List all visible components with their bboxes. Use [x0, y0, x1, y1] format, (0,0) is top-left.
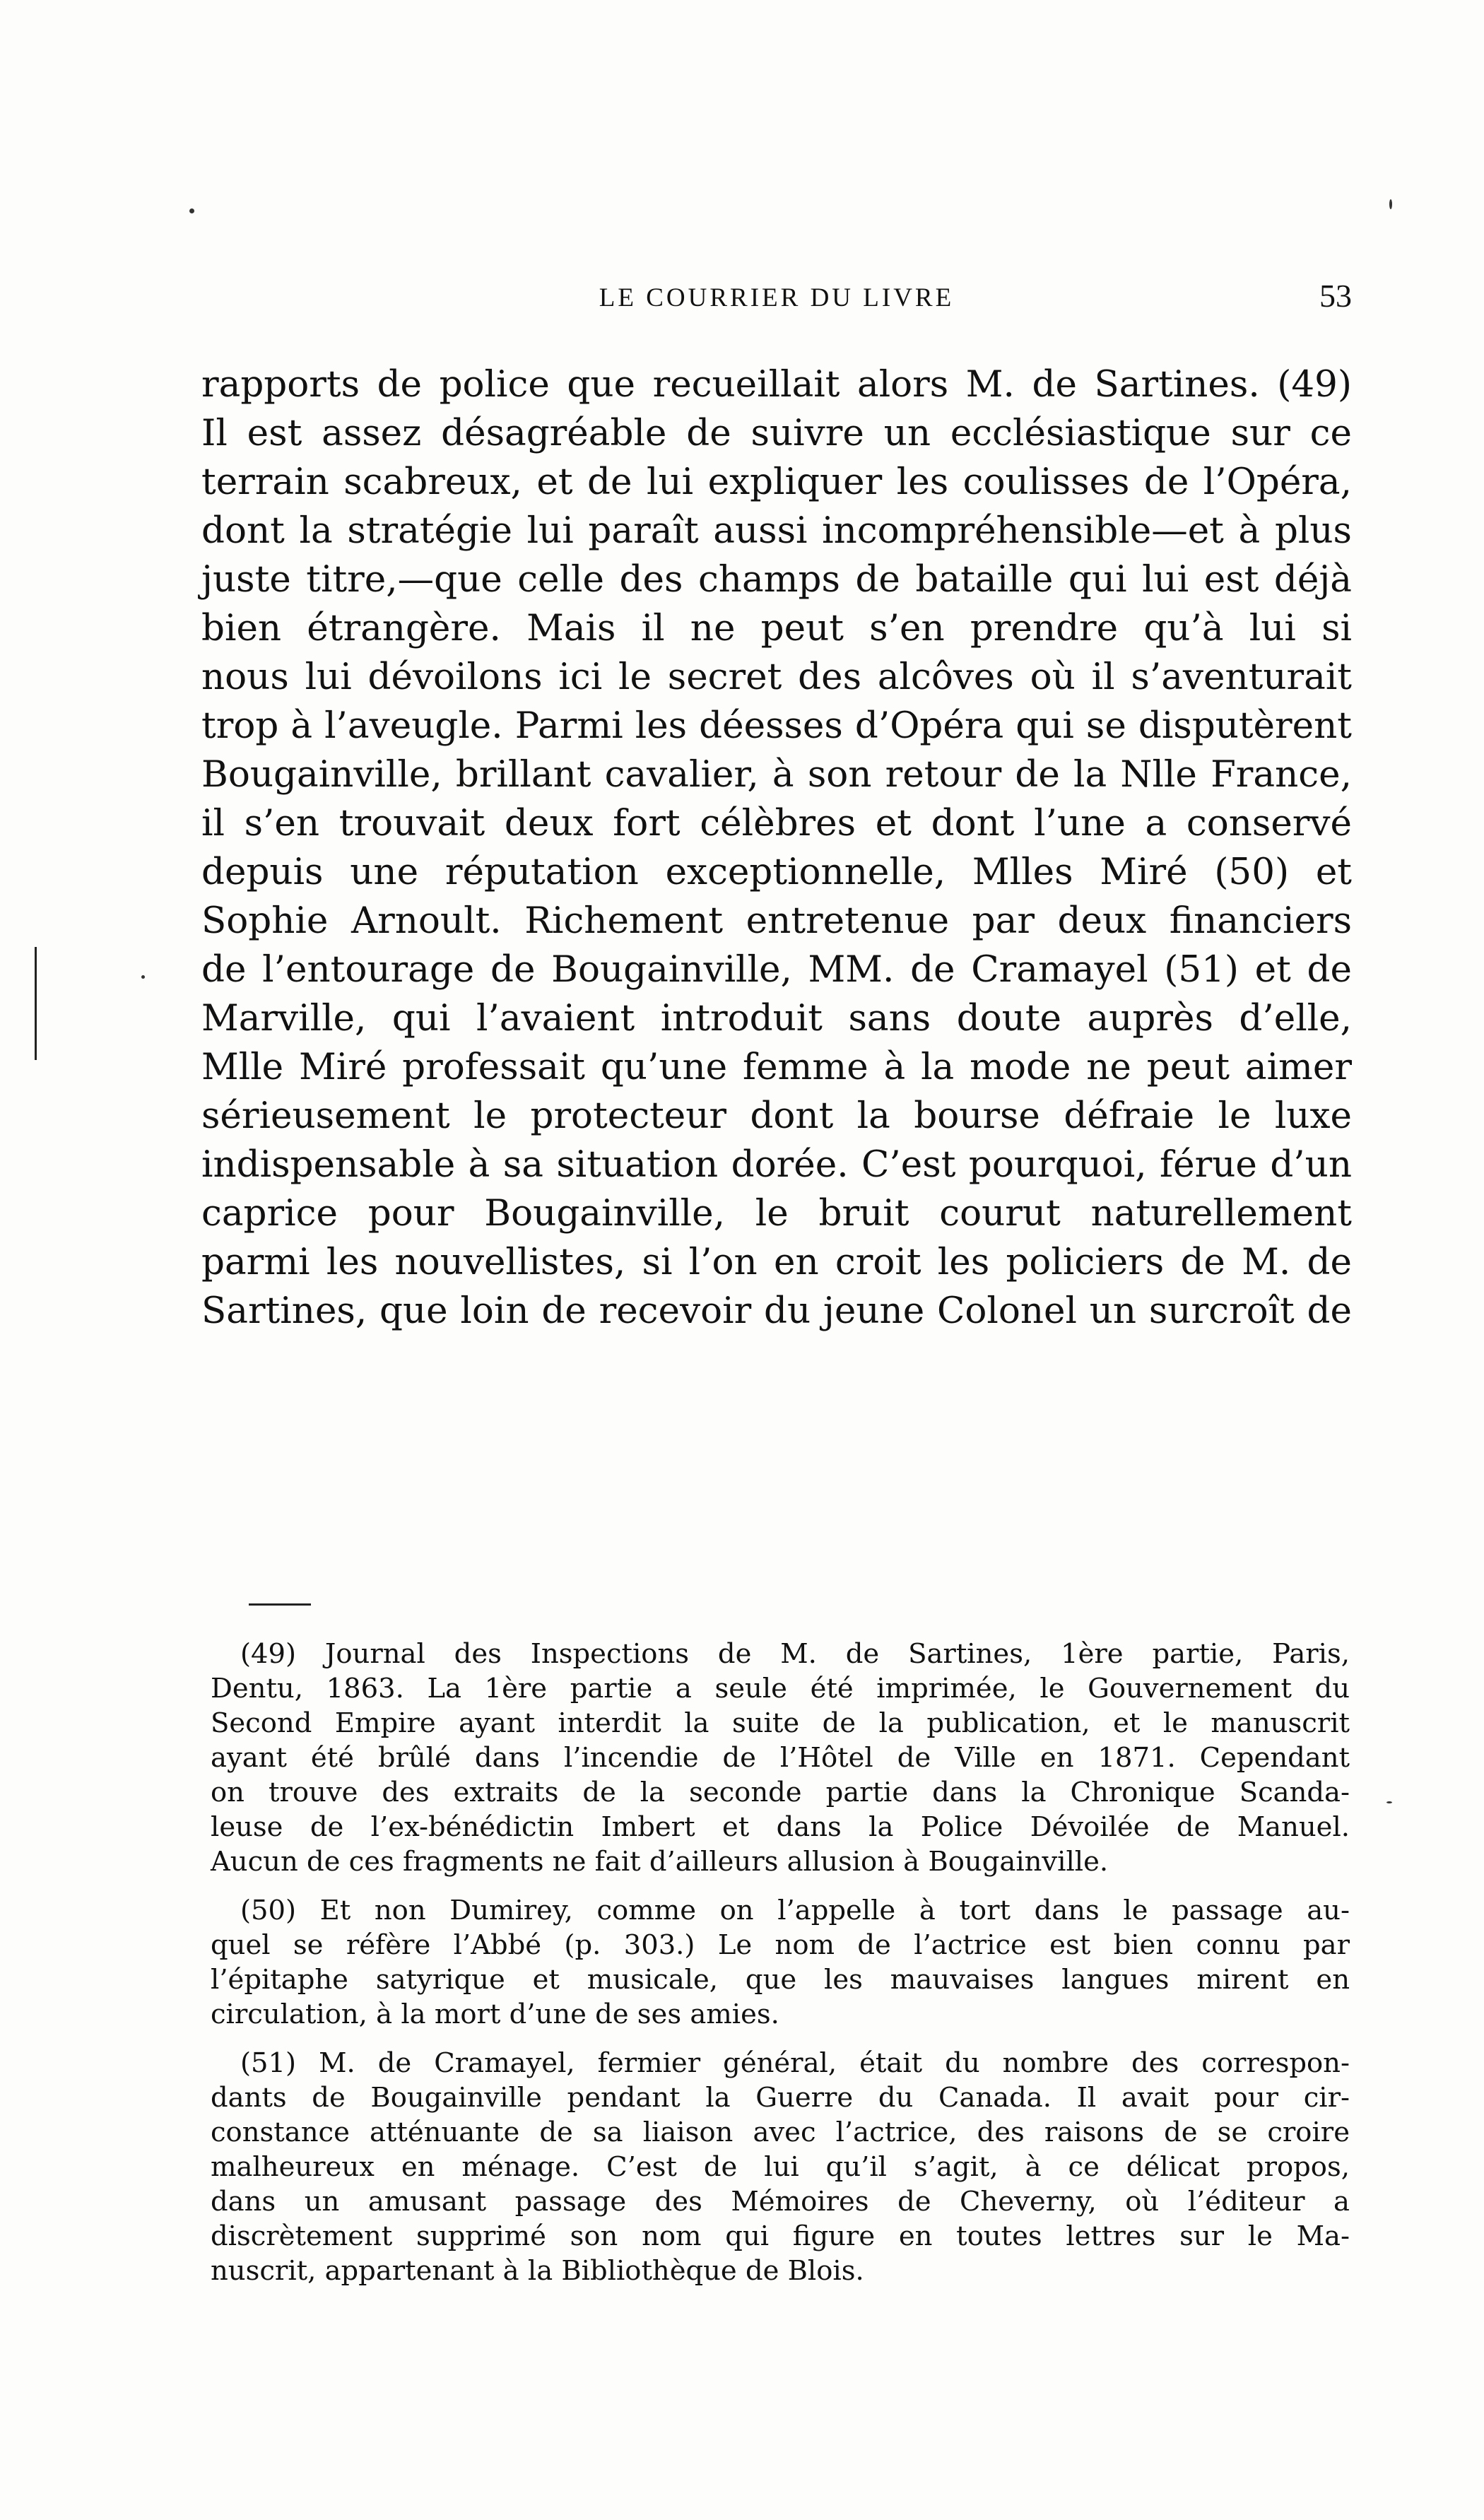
footnote-line: constance atténuante de sa liaison avec l’actrice, des raisons de se croire [211, 2116, 1350, 2148]
body-line: Il est assez désagréable de suivre un ecclésiastique sur ce [201, 412, 1352, 454]
margin-mark [35, 947, 37, 1060]
body-line: Marville, qui l’avaient introduit sans doute auprès d’elle, [201, 997, 1352, 1040]
footnote-line: ayant été brûlé dans l’incendie de l’Hôtel de Ville en 1871. Cependant [211, 1742, 1350, 1774]
body-line: bien étrangère. Mais il ne peut s’en prendre qu’à lui si [201, 607, 1352, 649]
footnote-line: Dentu, 1863. La 1ère partie a seule été imprimée, le Gouvernement du [211, 1673, 1350, 1704]
footnote-line: Second Empire ayant interdit la suite de la publication, et le manuscrit [211, 1707, 1350, 1739]
footnote-line: circulation, à la mort d’une de ses amies. [211, 1998, 779, 2030]
footnote-line: discrètement supprimé son nom qui figure en toutes lettres sur le Ma- [211, 2220, 1350, 2252]
body-line: indispensable à sa situation dorée. C’est pourquoi, férue d’un [201, 1143, 1352, 1186]
footnote-line: quel se réfère l’Abbé (p. 303.) Le nom de l’actrice est bien connu par [211, 1929, 1350, 1961]
body-line: caprice pour Bougainville, le bruit courut naturellement [201, 1192, 1352, 1235]
body-line: rapports de police que recueillait alors M. de Sartines. (49) [201, 363, 1352, 406]
page-number: 53 [1319, 278, 1352, 314]
body-line: terrain scabreux, et de lui expliquer les coulisses de l’Opéra, [201, 461, 1352, 503]
footnotes [211, 1637, 1350, 2288]
footnote-50 [211, 1893, 1350, 2032]
body-line: parmi les nouvellistes, si l’on en croit les policiers de M. de [201, 1241, 1352, 1283]
footnote-line: (51) M. de Cramayel, fermier général, était du nombre des correspon- [240, 2047, 1350, 2079]
footnote-separator [249, 1603, 311, 1606]
footnote-line: dans un amusant passage des Mémoires de Cheverny, où l’éditeur a [211, 2186, 1350, 2218]
footnote-line: dants de Bougainville pendant la Guerre du Canada. Il avait pour cir- [211, 2082, 1350, 2114]
body-line: trop à l’aveugle. Parmi les déesses d’Opéra qui se disputèrent [201, 705, 1352, 747]
body-line: sérieusement le protecteur dont la bourse défraie le luxe [201, 1095, 1352, 1137]
print-speck [141, 975, 145, 979]
footnote-line: Aucun de ces fragments ne fait d’ailleurs allusion à Bougainville. [211, 1846, 1109, 1878]
running-title: LE COURRIER DU LIVRE [599, 283, 955, 312]
print-speck [1389, 199, 1392, 209]
body-line: Sophie Arnoult. Richement entretenue par deux financiers [201, 900, 1352, 942]
print-speck [1386, 1801, 1392, 1803]
footnote-49 [211, 1637, 1350, 1879]
body-line: juste titre,—que celle des champs de bataille qui lui est déjà [201, 558, 1352, 601]
footnote-line: l’épitaphe satyrique et musicale, que les mauvaises langues mirent en [211, 1964, 1350, 1996]
footnote-line: nuscrit, appartenant à la Bibliothèque de Blois. [211, 2255, 864, 2287]
body-line: de l’entourage de Bougainville, MM. de Cramayel (51) et de [201, 948, 1352, 991]
body-line: Bougainville, brillant cavalier, à son retour de la Nlle France, [201, 753, 1352, 796]
body-line: Mlle Miré professait qu’une femme à la mode ne peut aimer [201, 1046, 1352, 1088]
body-line: depuis une réputation exceptionnelle, Mlles Miré (50) et [201, 851, 1352, 893]
body-line: dont la stratégie lui paraît aussi incompréhensible—et à plus [201, 510, 1352, 552]
footnote-line: on trouve des extraits de la seconde partie dans la Chronique Scanda- [211, 1777, 1350, 1808]
print-speck [189, 208, 194, 213]
body-line: Sartines, que loin de recevoir du jeune Colonel un surcroît de [201, 1290, 1352, 1332]
footnote-51 [211, 2046, 1350, 2288]
page-header [201, 277, 1352, 319]
body-line: il s’en trouvait deux fort célèbres et dont l’une a conservé [201, 802, 1352, 844]
footnote-line: leuse de l’ex-bénédictin Imbert et dans la Police Dévoilée de Manuel. [211, 1811, 1350, 1843]
body-text [201, 360, 1352, 1336]
footnote-line: (49) Journal des Inspections de M. de Sartines, 1ère partie, Paris, [240, 1638, 1350, 1670]
footnote-line: (50) Et non Dumirey, comme on l’appelle à tort dans le passage au- [240, 1895, 1350, 1926]
footnote-line: malheureux en ménage. C’est de lui qu’il s’agit, à ce délicat propos, [211, 2151, 1350, 2183]
body-line: nous lui dévoilons ici le secret des alcôves où il s’aventurait [201, 656, 1352, 698]
